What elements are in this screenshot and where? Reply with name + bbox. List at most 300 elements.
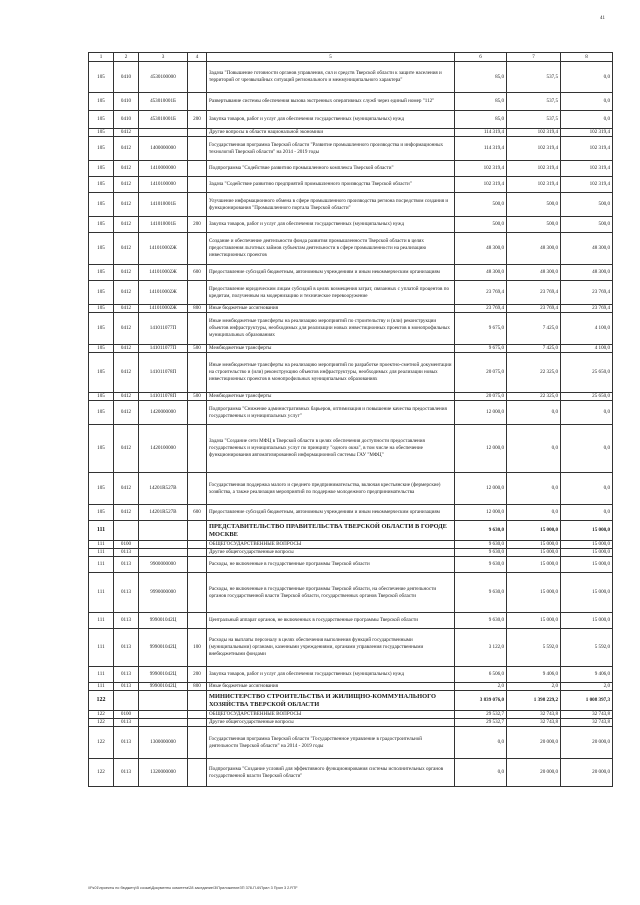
expense-type-cell <box>188 711 207 719</box>
expense-type-cell: 200 <box>188 667 207 683</box>
table-row <box>89 111 613 129</box>
target-code-cell: 1420100000 <box>139 425 188 473</box>
section-code-cell: 0412 <box>114 305 139 313</box>
target-code-cell: 141011078П <box>139 393 188 401</box>
expense-type-cell <box>188 541 207 549</box>
amount-cell: 29 532,7 <box>455 719 507 727</box>
description-cell: Расходы, не включенные в государственные программы Тверской области, на обеспечение деятельности органов государственной власти Тверской области, государственных органов Тверской области <box>207 573 455 613</box>
amount-cell: 114 319,4 <box>455 129 507 137</box>
admin-code-cell: 105 <box>89 281 114 305</box>
description-cell: Государственная программа Тверской области "Развитие промышленного производства и информационных технологий Тверской области" на 2014 - 2019 годы <box>207 137 455 161</box>
table-row <box>89 233 613 265</box>
admin-code-cell: 111 <box>89 667 114 683</box>
section-code-cell: 0113 <box>114 727 139 759</box>
table-row <box>89 505 613 521</box>
section-code-cell: 0412 <box>114 177 139 193</box>
expense-type-cell: 800 <box>188 305 207 313</box>
amount-cell: 102 319,4 <box>561 137 613 161</box>
section-code-cell: 0412 <box>114 473 139 505</box>
description-cell: Создание и обеспечение деятельности фонда развития промышленности Тверской области в целях предоставления льготных займов субъектам деятельности в сфере промышленности на реализацию инвестиционных проектов <box>207 233 455 265</box>
amount-cell: 102 319,4 <box>507 161 561 177</box>
section-code-cell: 0412 <box>114 313 139 345</box>
amount-cell: 85,0 <box>455 111 507 129</box>
amount-cell: 5 592,0 <box>507 629 561 667</box>
admin-code-cell: 105 <box>89 505 114 521</box>
admin-code-cell: 122 <box>89 691 114 711</box>
table-row <box>89 691 613 711</box>
amount-cell: 15 000,0 <box>507 541 561 549</box>
description-cell: Закупка товаров, работ и услуг для обеспечения государственных (муниципальных) нужд <box>207 217 455 233</box>
table-row <box>89 137 613 161</box>
table-row <box>89 193 613 217</box>
description-cell: Расходы на выплаты персоналу в целях обеспечения выполнения функций государственными (муниципальными) органами, казенными учреждениями, органами управления государственными внебюджетными фондами <box>207 629 455 667</box>
section-code-cell: 0412 <box>114 345 139 353</box>
admin-code-cell: 105 <box>89 129 114 137</box>
table-row <box>89 711 613 719</box>
description-cell: Центральный аппарат органов, не включенных в государственные программы Тверской области <box>207 613 455 629</box>
amount-cell: 9 630,0 <box>455 557 507 573</box>
amount-cell: 114 319,4 <box>455 137 507 161</box>
table-row <box>89 265 613 281</box>
description-cell: Развертывание системы обеспечения вызова экстренных оперативных служб через единый номер "112" <box>207 93 455 111</box>
admin-code-cell: 105 <box>89 265 114 281</box>
expense-type-cell: 500 <box>188 393 207 401</box>
target-code-cell: 999001042Ц <box>139 613 188 629</box>
admin-code-cell: 122 <box>89 759 114 787</box>
expense-type-cell <box>188 759 207 787</box>
amount-cell: 22 325,0 <box>507 353 561 393</box>
amount-cell: 48 300,0 <box>561 233 613 265</box>
description-cell: Расходы, не включенные в государственные программы Тверской области <box>207 557 455 573</box>
expense-type-cell <box>188 573 207 613</box>
file-path-footer: \\Fs01\проекты по бюджету\5 созыв\Документы комитета\28 заседание\3\ПриложениеЗП 378-П-6\Прил 3 Прил 3 2.RTF <box>88 886 298 890</box>
amount-cell: 5 592,0 <box>561 629 613 667</box>
section-code-cell: 0412 <box>114 281 139 305</box>
header-cell: 5 <box>207 53 455 62</box>
amount-cell: 1 398 229,2 <box>507 691 561 711</box>
amount-cell: 48 300,0 <box>455 265 507 281</box>
amount-cell: 0,0 <box>507 505 561 521</box>
header-cell: 1 <box>89 53 114 62</box>
admin-code-cell: 111 <box>89 613 114 629</box>
amount-cell: 102 319,4 <box>561 129 613 137</box>
amount-cell: 0,0 <box>507 425 561 473</box>
expense-type-cell <box>188 177 207 193</box>
amount-cell: 25 650,0 <box>561 353 613 393</box>
target-code-cell: 453010001Б <box>139 111 188 129</box>
amount-cell: 1 008 397,3 <box>561 691 613 711</box>
table-row <box>89 683 613 691</box>
admin-code-cell: 105 <box>89 393 114 401</box>
amount-cell: 9 630,0 <box>455 573 507 613</box>
amount-cell: 22 325,0 <box>507 393 561 401</box>
table-row <box>89 667 613 683</box>
table-row <box>89 401 613 425</box>
amount-cell: 9 675,0 <box>455 345 507 353</box>
description-cell: Задача "Содействие развитию предприятий промышленного производства Тверской области" <box>207 177 455 193</box>
amount-cell: 32 743,8 <box>561 719 613 727</box>
amount-cell: 12 000,0 <box>455 505 507 521</box>
table-row <box>89 541 613 549</box>
table-row <box>89 62 613 93</box>
description-cell: Предоставление субсидий бюджетным, автономным учреждениям и иным некоммерческим организациям <box>207 265 455 281</box>
expense-type-cell: 800 <box>188 683 207 691</box>
target-code-cell: 1400000000 <box>139 137 188 161</box>
header-row <box>89 53 613 62</box>
table-row <box>89 573 613 613</box>
target-code-cell: 141011077П <box>139 345 188 353</box>
amount-cell: 2,0 <box>507 683 561 691</box>
table-row <box>89 719 613 727</box>
amount-cell: 2,0 <box>455 683 507 691</box>
amount-cell: 537,5 <box>507 93 561 111</box>
section-code-cell: 0412 <box>114 505 139 521</box>
amount-cell: 500,0 <box>455 193 507 217</box>
target-code-cell <box>139 719 188 727</box>
description-cell: Закупка товаров, работ и услуг для обеспечения государственных (муниципальных) нужд <box>207 111 455 129</box>
expense-type-cell <box>188 193 207 217</box>
amount-cell: 0,0 <box>561 473 613 505</box>
section-code-cell: 0100 <box>114 711 139 719</box>
amount-cell: 15 000,0 <box>507 573 561 613</box>
section-code-cell: 0412 <box>114 137 139 161</box>
target-code-cell: 1420000000 <box>139 401 188 425</box>
admin-code-cell: 105 <box>89 137 114 161</box>
amount-cell: 500,0 <box>507 217 561 233</box>
description-cell: Межбюджетные трансферты <box>207 345 455 353</box>
table-row <box>89 473 613 505</box>
description-cell: Государственная программа Тверской области "Государственное управление в градостроительной деятельности Тверской области" на 2014 - 2019 годы <box>207 727 455 759</box>
amount-cell: 25 650,0 <box>561 393 613 401</box>
section-code-cell: 0412 <box>114 233 139 265</box>
description-cell: Другие общегосударственные вопросы <box>207 549 455 557</box>
target-code-cell: 141011077П <box>139 313 188 345</box>
section-code-cell: 0113 <box>114 759 139 787</box>
expense-type-cell <box>188 549 207 557</box>
expense-type-cell: 200 <box>188 111 207 129</box>
amount-cell: 20 000,0 <box>507 759 561 787</box>
description-cell: Задача "Повышение готовности органов управления, сил и средств Тверской области к защите населения и территорий от чрезвычайных ситуаций регионального и межмуниципального характера" <box>207 62 455 93</box>
admin-code-cell: 105 <box>89 177 114 193</box>
amount-cell: 102 319,4 <box>455 161 507 177</box>
amount-cell: 2,0 <box>561 683 613 691</box>
target-code-cell: 1320000000 <box>139 759 188 787</box>
section-code-cell: 0113 <box>114 667 139 683</box>
amount-cell: 15 000,0 <box>561 573 613 613</box>
amount-cell: 48 300,0 <box>507 233 561 265</box>
table-row <box>89 129 613 137</box>
description-cell: Закупка товаров, работ и услуг для обеспечения государственных (муниципальных) нужд <box>207 667 455 683</box>
amount-cell: 4 100,0 <box>561 313 613 345</box>
amount-cell: 500,0 <box>455 217 507 233</box>
description-cell: Государственная поддержка малого и среднего предпринимательства, включая крестьянские (фермерские) хозяйства, а также реализация мероприятий по поддержке молодежного предпринимательства <box>207 473 455 505</box>
amount-cell: 23 769,4 <box>507 281 561 305</box>
amount-cell: 9 630,0 <box>455 613 507 629</box>
page-number: 41 <box>600 16 605 21</box>
amount-cell: 0,0 <box>561 111 613 129</box>
description-cell: Другие вопросы в области национальной экономики <box>207 129 455 137</box>
expense-type-cell: 200 <box>188 217 207 233</box>
amount-cell: 23 769,4 <box>507 305 561 313</box>
amount-cell: 9 630,0 <box>455 541 507 549</box>
amount-cell: 0,0 <box>455 759 507 787</box>
admin-code-cell: 105 <box>89 111 114 129</box>
admin-code-cell: 105 <box>89 161 114 177</box>
target-code-cell <box>139 521 188 541</box>
header-cell: 2 <box>114 53 139 62</box>
amount-cell: 0,0 <box>561 425 613 473</box>
expense-type-cell <box>188 613 207 629</box>
target-code-cell <box>139 541 188 549</box>
table-row <box>89 161 613 177</box>
section-code-cell: 0113 <box>114 573 139 613</box>
amount-cell: 15 000,0 <box>561 557 613 573</box>
amount-cell: 12 000,0 <box>455 425 507 473</box>
table-row <box>89 305 613 313</box>
amount-cell: 500,0 <box>561 193 613 217</box>
target-code-cell: 141010002Ж <box>139 233 188 265</box>
amount-cell: 9 406,0 <box>507 667 561 683</box>
amount-cell: 29 532,7 <box>455 711 507 719</box>
amount-cell: 48 300,0 <box>507 265 561 281</box>
admin-code-cell: 105 <box>89 193 114 217</box>
amount-cell: 9 675,0 <box>455 313 507 345</box>
table-row <box>89 613 613 629</box>
amount-cell: 537,5 <box>507 111 561 129</box>
header-cell: 7 <box>507 53 561 62</box>
target-code-cell: 14201R527В <box>139 505 188 521</box>
section-code-cell: 0412 <box>114 193 139 217</box>
target-code-cell: 141010001Б <box>139 217 188 233</box>
expense-type-cell: 600 <box>188 265 207 281</box>
expense-type-cell <box>188 521 207 541</box>
amount-cell: 0,0 <box>507 401 561 425</box>
target-code-cell: 141011078П <box>139 353 188 393</box>
target-code-cell: 1410100000 <box>139 177 188 193</box>
amount-cell: 20 075,0 <box>455 393 507 401</box>
expense-type-cell <box>188 62 207 93</box>
section-code-cell: 0113 <box>114 549 139 557</box>
description-cell: ОБЩЕГОСУДАРСТВЕННЫЕ ВОПРОСЫ <box>207 541 455 549</box>
expense-type-cell <box>188 727 207 759</box>
description-cell: Предоставление субсидий бюджетным, автономным учреждениям и иным некоммерческим организациям <box>207 505 455 521</box>
section-code-cell: 0412 <box>114 393 139 401</box>
target-code-cell: 999001042Ц <box>139 683 188 691</box>
amount-cell: 102 319,4 <box>455 177 507 193</box>
target-code-cell: 141010002Ж <box>139 305 188 313</box>
expense-type-cell <box>188 353 207 393</box>
amount-cell: 9 630,0 <box>455 521 507 541</box>
table-row <box>89 759 613 787</box>
amount-cell: 3 839 076,0 <box>455 691 507 711</box>
amount-cell: 32 743,8 <box>507 719 561 727</box>
amount-cell: 500,0 <box>507 193 561 217</box>
admin-code-cell: 105 <box>89 353 114 393</box>
section-code-cell: 0412 <box>114 129 139 137</box>
admin-code-cell: 111 <box>89 629 114 667</box>
amount-cell: 9 406,0 <box>561 667 613 683</box>
amount-cell: 85,0 <box>455 93 507 111</box>
admin-code-cell: 105 <box>89 345 114 353</box>
section-code-cell: 0412 <box>114 401 139 425</box>
description-cell: Иные бюджетные ассигнования <box>207 683 455 691</box>
amount-cell: 3 122,0 <box>455 629 507 667</box>
section-code-cell: 0113 <box>114 557 139 573</box>
admin-code-cell: 111 <box>89 557 114 573</box>
section-code-cell <box>114 521 139 541</box>
admin-code-cell: 122 <box>89 727 114 759</box>
amount-cell: 0,0 <box>561 401 613 425</box>
section-code-cell: 0410 <box>114 62 139 93</box>
table-row <box>89 345 613 353</box>
target-code-cell <box>139 129 188 137</box>
amount-cell: 0,0 <box>455 727 507 759</box>
description-cell: ОБЩЕГОСУДАРСТВЕННЫЕ ВОПРОСЫ <box>207 711 455 719</box>
target-code-cell: 14201R527В <box>139 473 188 505</box>
description-cell: Подпрограмма "Снижение административных барьеров, оптимизация и повышение качества предоставления государственных и муниципальных услуг" <box>207 401 455 425</box>
amount-cell: 15 000,0 <box>507 613 561 629</box>
admin-code-cell: 105 <box>89 93 114 111</box>
section-code-cell: 0100 <box>114 541 139 549</box>
table-row <box>89 177 613 193</box>
admin-code-cell: 111 <box>89 573 114 613</box>
admin-code-cell: 111 <box>89 521 114 541</box>
description-cell: Иные межбюджетные трансферты на реализацию мероприятий по разработке проектно-сметной документации на строительство и (или) реконструкцию объектов инфраструктуры, необходимых для реализации новых инвестиционных проектов в монопрофильных муниципальных образованиях <box>207 353 455 393</box>
amount-cell: 0,0 <box>561 505 613 521</box>
section-code-cell: 0412 <box>114 353 139 393</box>
amount-cell: 20 000,0 <box>507 727 561 759</box>
expense-type-cell <box>188 473 207 505</box>
admin-code-cell: 105 <box>89 233 114 265</box>
expense-type-cell <box>188 425 207 473</box>
amount-cell: 20 075,0 <box>455 353 507 393</box>
target-code-cell: 1410000000 <box>139 161 188 177</box>
amount-cell: 15 000,0 <box>561 549 613 557</box>
expense-type-cell: 600 <box>188 505 207 521</box>
expense-type-cell <box>188 719 207 727</box>
section-code-cell: 0412 <box>114 217 139 233</box>
admin-code-cell: 111 <box>89 549 114 557</box>
expense-type-cell <box>188 557 207 573</box>
amount-cell: 102 319,4 <box>507 129 561 137</box>
section-code-cell: 0410 <box>114 111 139 129</box>
table-row <box>89 425 613 473</box>
amount-cell: 4 100,0 <box>561 345 613 353</box>
amount-cell: 0,0 <box>507 473 561 505</box>
table-row <box>89 281 613 305</box>
section-code-cell: 0412 <box>114 161 139 177</box>
amount-cell: 15 000,0 <box>507 557 561 573</box>
expense-type-cell: 100 <box>188 629 207 667</box>
target-code-cell: 453010001Б <box>139 93 188 111</box>
table-row <box>89 217 613 233</box>
header-cell: 6 <box>455 53 507 62</box>
target-code-cell: 141010001Б <box>139 193 188 217</box>
amount-cell: 32 743,8 <box>561 711 613 719</box>
table-row <box>89 393 613 401</box>
amount-cell: 102 319,4 <box>561 161 613 177</box>
budget-table <box>88 52 613 787</box>
amount-cell: 12 000,0 <box>455 401 507 425</box>
description-cell: Иные межбюджетные трансферты на реализацию мероприятий по строительству и (или) реконструкции объектов инфраструктуры, необходимых для реализации новых инвестиционных проектов в монопрофильных муниципальных образованиях <box>207 313 455 345</box>
table-row <box>89 93 613 111</box>
amount-cell: 9 630,0 <box>455 549 507 557</box>
amount-cell: 6 506,0 <box>455 667 507 683</box>
admin-code-cell: 111 <box>89 683 114 691</box>
amount-cell: 20 000,0 <box>561 759 613 787</box>
amount-cell: 32 743,8 <box>507 711 561 719</box>
section-code-cell: 0113 <box>114 613 139 629</box>
amount-cell: 15 000,0 <box>507 521 561 541</box>
header-cell: 4 <box>188 53 207 62</box>
admin-code-cell: 105 <box>89 425 114 473</box>
target-code-cell: 9990000000 <box>139 573 188 613</box>
expense-type-cell <box>188 691 207 711</box>
amount-cell: 15 000,0 <box>507 549 561 557</box>
amount-cell: 0,0 <box>561 93 613 111</box>
amount-cell: 15 000,0 <box>561 521 613 541</box>
amount-cell: 23 769,4 <box>455 281 507 305</box>
amount-cell: 102 319,4 <box>561 177 613 193</box>
admin-code-cell: 105 <box>89 473 114 505</box>
amount-cell: 23 769,4 <box>455 305 507 313</box>
amount-cell: 15 000,0 <box>561 541 613 549</box>
target-code-cell <box>139 691 188 711</box>
admin-code-cell: 105 <box>89 401 114 425</box>
expense-type-cell <box>188 93 207 111</box>
target-code-cell <box>139 549 188 557</box>
amount-cell: 85,0 <box>455 62 507 93</box>
section-code-cell <box>114 691 139 711</box>
expense-type-cell: 500 <box>188 345 207 353</box>
target-code-cell: 1300000000 <box>139 727 188 759</box>
amount-cell: 7 425,0 <box>507 345 561 353</box>
description-cell: Подпрограмма "Создание условий для эффективного функционирования системы исполнительных органов государственной власти Тверской области" <box>207 759 455 787</box>
table-row <box>89 521 613 541</box>
expense-type-cell <box>188 313 207 345</box>
admin-code-cell: 122 <box>89 719 114 727</box>
description-cell: МИНИСТЕРСТВО СТРОИТЕЛЬСТВА И ЖИЛИЩНО-КОММУНАЛЬНОГО ХОЗЯЙСТВА ТВЕРСКОЙ ОБЛАСТИ <box>207 691 455 711</box>
expense-type-cell <box>188 161 207 177</box>
admin-code-cell: 111 <box>89 541 114 549</box>
section-code-cell: 0412 <box>114 265 139 281</box>
description-cell: Другие общегосударственные вопросы <box>207 719 455 727</box>
amount-cell: 102 319,4 <box>507 177 561 193</box>
description-cell: Предоставление юридическим лицам субсидий в целях возмещения затрат, связанных с уплатой процентов по кредитам, полученным на модернизацию и техническое перевооружение <box>207 281 455 305</box>
table-row <box>89 549 613 557</box>
target-code-cell: 141010002Ж <box>139 281 188 305</box>
amount-cell: 7 425,0 <box>507 313 561 345</box>
description-cell: Задача "Создание сети МФЦ в Тверской области в целях обеспечения доступности предоставления государственных и муниципальных услуг по принципу "одного окна", в том числе на обеспечение функционирования автоматизированной информационной системы ГАУ "МФЦ" <box>207 425 455 473</box>
amount-cell: 0,0 <box>561 62 613 93</box>
expense-type-cell <box>188 281 207 305</box>
amount-cell: 48 300,0 <box>455 233 507 265</box>
amount-cell: 102 319,4 <box>507 137 561 161</box>
expense-type-cell <box>188 233 207 265</box>
expense-type-cell <box>188 401 207 425</box>
admin-code-cell: 105 <box>89 62 114 93</box>
amount-cell: 23 769,4 <box>561 305 613 313</box>
amount-cell: 12 000,0 <box>455 473 507 505</box>
admin-code-cell: 105 <box>89 313 114 345</box>
amount-cell: 15 000,0 <box>561 613 613 629</box>
header-cell: 3 <box>139 53 188 62</box>
admin-code-cell: 122 <box>89 711 114 719</box>
section-code-cell: 0113 <box>114 629 139 667</box>
target-code-cell: 141010002Ж <box>139 265 188 281</box>
target-code-cell: 999001042Ц <box>139 667 188 683</box>
target-code-cell: 4530100000 <box>139 62 188 93</box>
